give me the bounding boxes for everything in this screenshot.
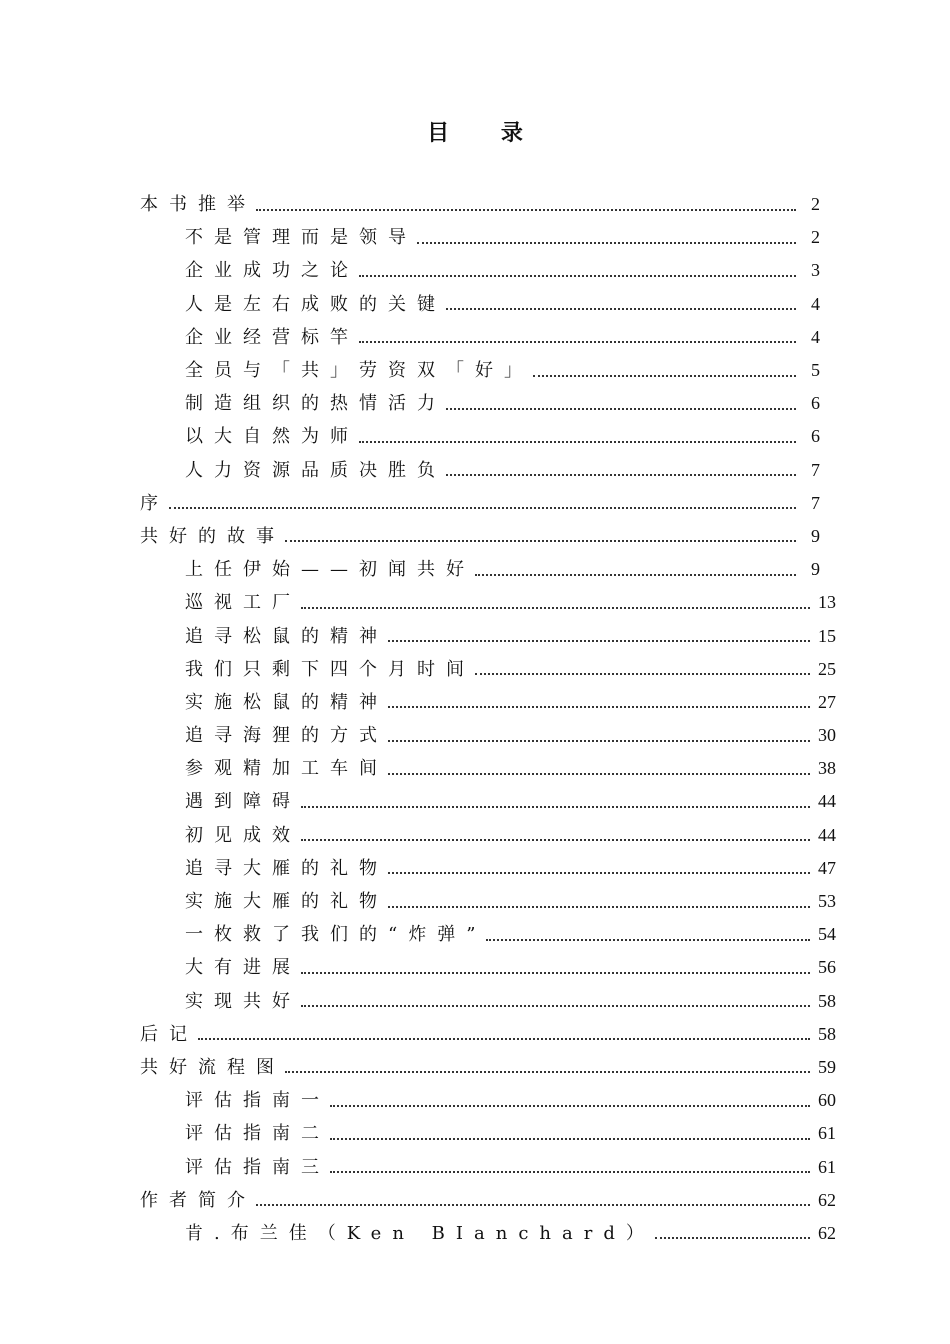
toc-entry-label: 人力资源品质决胜负 xyxy=(185,459,446,481)
toc-entry-label: 企业经营标竿 xyxy=(185,326,359,348)
dot-leader xyxy=(301,839,810,841)
toc-entry-page: 58 xyxy=(818,990,836,1011)
toc-entry-page: 62 xyxy=(818,1189,836,1210)
toc-entry[interactable] xyxy=(140,454,836,487)
toc-entry[interactable] xyxy=(140,819,836,852)
toc-entry-page: 25 xyxy=(818,658,836,679)
toc-entry-page: 2 xyxy=(811,227,820,248)
toc-entry-page: 59 xyxy=(818,1056,836,1077)
dot-leader xyxy=(475,574,796,576)
dot-leader xyxy=(301,607,810,609)
toc-entry-label: 实现共好 xyxy=(185,990,301,1012)
toc-entry-label: 共好的故事 xyxy=(140,525,285,547)
toc-entry-page: 2 xyxy=(811,194,820,215)
toc-entry-label: 参观精加工车间 xyxy=(185,758,388,780)
dot-leader xyxy=(256,1204,810,1206)
page-title: 目 录 xyxy=(427,120,545,146)
toc-entry[interactable] xyxy=(140,785,836,818)
dot-leader xyxy=(417,242,796,244)
dot-leader xyxy=(446,308,796,310)
toc-entry-label: 实施大雁的礼物 xyxy=(185,891,388,913)
toc-entry-label: 人是左右成败的关键 xyxy=(185,293,446,315)
toc-entry-label: 大有进展 xyxy=(185,957,301,979)
toc-entry-label: 评估指南三 xyxy=(185,1156,330,1178)
dot-leader xyxy=(359,441,796,443)
toc-entry[interactable] xyxy=(140,852,836,885)
toc-entry-label: 制造组织的热情活力 xyxy=(185,393,446,415)
dot-leader xyxy=(388,706,810,708)
toc-entry[interactable] xyxy=(140,254,836,287)
toc-entry-page: 7 xyxy=(811,459,820,480)
toc-entry-page: 44 xyxy=(818,824,836,845)
dot-leader xyxy=(359,275,796,277)
toc-entry-page: 38 xyxy=(818,758,836,779)
dot-leader xyxy=(169,507,796,509)
toc-entry-page: 56 xyxy=(818,957,836,978)
toc-entry-page: 6 xyxy=(811,393,820,414)
toc-entry[interactable] xyxy=(140,985,836,1018)
toc-entry-page: 62 xyxy=(818,1222,836,1243)
toc-entry-label: 企业成功之论 xyxy=(185,260,359,282)
toc-entry[interactable] xyxy=(140,487,836,520)
toc-entry-page: 6 xyxy=(811,426,820,447)
dot-leader xyxy=(446,474,796,476)
toc-entry-page: 7 xyxy=(811,492,820,513)
toc-entry[interactable] xyxy=(140,1051,836,1084)
toc-entry-label: 不是管理而是领导 xyxy=(185,227,417,249)
toc-entry-page: 44 xyxy=(818,791,836,812)
dot-leader xyxy=(655,1237,810,1239)
dot-leader xyxy=(388,872,810,874)
dot-leader xyxy=(388,740,810,742)
toc-entry[interactable] xyxy=(140,719,836,752)
toc-entry-label: 追寻大雁的礼物 xyxy=(185,857,388,879)
toc-entry-label: 本书推举 xyxy=(140,194,256,216)
toc-entry-page: 54 xyxy=(818,924,836,945)
toc-entry[interactable] xyxy=(140,653,836,686)
toc-entry[interactable] xyxy=(140,1117,836,1150)
toc-entry-label: 评估指南一 xyxy=(185,1090,330,1112)
toc-entry[interactable] xyxy=(140,1084,836,1117)
toc-entry-page: 3 xyxy=(811,260,820,281)
toc-entry-label: 实施松鼠的精神 xyxy=(185,691,388,713)
toc-entry[interactable] xyxy=(140,951,836,984)
toc-entry-page: 58 xyxy=(818,1023,836,1044)
toc-entry[interactable] xyxy=(140,885,836,918)
toc-entry[interactable] xyxy=(140,619,836,652)
toc-entry-page: 60 xyxy=(818,1090,836,1111)
toc-entry-page: 30 xyxy=(818,725,836,746)
dot-leader xyxy=(533,375,796,377)
toc-entry-label: 追寻松鼠的精神 xyxy=(185,625,388,647)
toc-entry-label: 序 xyxy=(140,492,169,514)
dot-leader xyxy=(330,1138,810,1140)
toc-entry-page: 53 xyxy=(818,891,836,912)
toc-entry[interactable] xyxy=(140,288,836,321)
dot-leader xyxy=(301,806,810,808)
toc-entry-page: 27 xyxy=(818,691,836,712)
toc-entry-label: 后记 xyxy=(140,1023,198,1045)
dot-leader xyxy=(256,209,796,211)
dot-leader xyxy=(285,540,796,542)
toc-entry-page: 4 xyxy=(811,293,820,314)
dot-leader xyxy=(388,640,810,642)
dot-leader xyxy=(330,1171,810,1173)
dot-leader xyxy=(285,1071,810,1073)
toc-entry[interactable] xyxy=(140,686,836,719)
dot-leader xyxy=(486,939,810,941)
toc-entry-label: 巡视工厂 xyxy=(185,592,301,614)
toc-entry-page: 9 xyxy=(811,559,820,580)
toc-entry-label: 全员与「共」劳资双「好」 xyxy=(185,360,533,382)
toc-entry-label: 上任伊始——初闻共好 xyxy=(185,559,475,581)
toc-entry-label: 评估指南二 xyxy=(185,1123,330,1145)
toc-entry[interactable] xyxy=(140,520,836,553)
toc-entry-page: 61 xyxy=(818,1123,836,1144)
dot-leader xyxy=(301,972,810,974)
dot-leader xyxy=(446,408,796,410)
toc-entry[interactable] xyxy=(140,387,836,420)
toc-entry[interactable] xyxy=(140,1217,836,1250)
toc-entry[interactable] xyxy=(140,188,836,221)
toc-entry-label: 追寻海狸的方式 xyxy=(185,725,388,747)
toc-entry[interactable] xyxy=(140,354,836,387)
toc-entry-label: 共好流程图 xyxy=(140,1056,285,1078)
toc-entry[interactable] xyxy=(140,586,836,619)
toc-entry-page: 61 xyxy=(818,1156,836,1177)
toc-entry-label: 作者简介 xyxy=(140,1189,256,1211)
toc-entry[interactable] xyxy=(140,553,836,586)
toc-entry-label: 我们只剩下四个月时间 xyxy=(185,658,475,680)
toc-entry-page: 15 xyxy=(818,625,836,646)
toc-entry[interactable] xyxy=(140,1184,836,1217)
table-of-contents xyxy=(140,188,836,1250)
toc-entry[interactable] xyxy=(140,221,836,254)
toc-entry-label: 初见成效 xyxy=(185,824,301,846)
toc-entry-page: 13 xyxy=(818,592,836,613)
dot-leader xyxy=(359,341,796,343)
toc-entry[interactable] xyxy=(140,1150,836,1183)
toc-entry-label: 肯.布兰佳（Ken BIanchard） xyxy=(185,1222,655,1244)
dot-leader xyxy=(475,673,810,675)
dot-leader xyxy=(330,1105,810,1107)
toc-entry[interactable] xyxy=(140,420,836,453)
toc-entry-label: 以大自然为师 xyxy=(185,426,359,448)
toc-entry-page: 4 xyxy=(811,326,820,347)
dot-leader xyxy=(198,1038,810,1040)
toc-entry-page: 5 xyxy=(811,360,820,381)
toc-entry[interactable] xyxy=(140,752,836,785)
dot-leader xyxy=(388,906,810,908)
dot-leader xyxy=(301,1005,810,1007)
toc-entry[interactable] xyxy=(140,918,836,951)
dot-leader xyxy=(388,773,810,775)
toc-entry-label: 一枚救了我们的“炸弹” xyxy=(185,924,487,946)
toc-entry-page: 47 xyxy=(818,857,836,878)
toc-entry-label: 遇到障碍 xyxy=(185,791,301,813)
toc-entry[interactable] xyxy=(140,1018,836,1051)
toc-entry[interactable] xyxy=(140,321,836,354)
toc-entry-page: 9 xyxy=(811,525,820,546)
